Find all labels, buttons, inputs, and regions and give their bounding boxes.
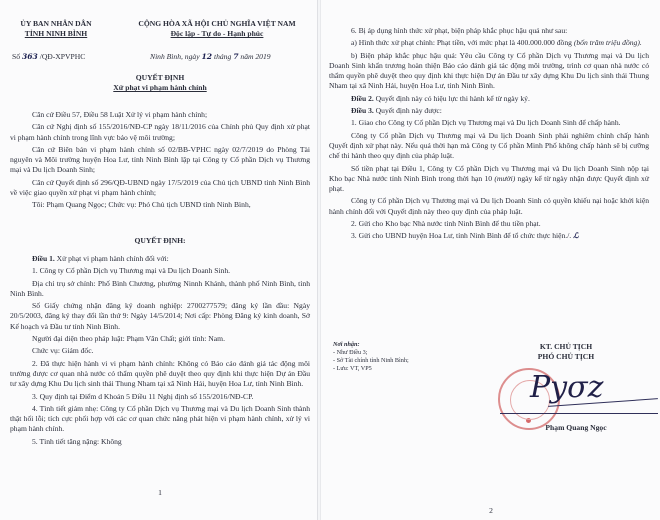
signer-name: Phạm Quang Ngọc: [545, 423, 607, 432]
delivery-district: [329, 231, 649, 241]
legal-basis: Căn cứ Biên bản vi phạm hành chính số 02/BB-VPHC ngày 02/7/2019 do Phòng Tài nguyên và Môi trường huyện Hoa Lư, tỉnh Ninh Bình lập tại Công ty Cổ phần Dịch vụ Thương mại và Du lịch Doanh Sinh;: [10, 144, 310, 175]
document-number: [12, 52, 85, 62]
article-2: [329, 94, 649, 104]
page-1: [0, 0, 318, 520]
legal-basis: Căn cứ Quyết định số 296/QĐ-UBND ngày 17/5/2019 của Chủ tịch UBND tỉnh Ninh Bình về việc giao quyền xử phạt vi phạm hành chính;: [10, 177, 310, 198]
signer-title-line-2: PHÓ CHỦ TỊCH: [537, 352, 595, 362]
article-1-heading: [10, 254, 310, 264]
enforcement-item: 1. Giao cho Công ty Cổ phần Dịch vụ Thương mại và Du lịch Doanh Sinh để chấp hành.: [351, 118, 621, 128]
appeal-rights: Công ty Cổ phần Dịch vụ Thương mại và Du lịch Doanh Sinh có quyền khiếu nại hoặc khởi kiện hành chính đối với Quyết định này theo quy định của pháp luật.: [329, 196, 649, 216]
business-registration: Số Giấy chứng nhận đăng ký doanh nghiệp: 2700277579; đăng ký lần đầu: Ngày 20/5/2003, đăng ký thay đổi lần thứ 9: Ngày 14/5/2014; Nơi cấp: Phòng Đăng ký kinh doanh, Sở Kế hoạch và Đầu tư tỉnh Ninh Bình.: [10, 301, 310, 331]
recipient: - Lưu: VT, VP5: [333, 365, 372, 372]
signature: Pyσz: [530, 370, 604, 405]
authority-line-2: TỈNH NINH BÌNH: [24, 29, 88, 39]
article-text: Xử phạt vi phạm hành chính đối với:: [54, 254, 169, 263]
date-place: Ninh Bình, ngày: [150, 52, 200, 61]
article-3: [329, 106, 649, 116]
legal-basis: Căn cứ Điều 57, Điều 58 Luật Xử lý vi phạm hành chính;: [32, 110, 208, 119]
motto: Độc lập - Tự do - Hạnh phúc: [170, 29, 264, 39]
document-date: [150, 52, 271, 62]
legal-provision: 3. Quy định tại Điểm d Khoản 5 Điều 11 Nghị định số 155/2016/NĐ-CP.: [32, 391, 254, 401]
article-1: [10, 254, 310, 447]
aggravating-circumstances: 5. Tình tiết tăng nặng: Không: [32, 436, 122, 446]
country-name: CỘNG HÒA XÃ HỘI CHỦ NGHĨA VIỆT NAM: [138, 19, 296, 28]
doc-number-prefix: Số: [12, 52, 21, 61]
article-label: Điều 3.: [351, 106, 374, 116]
mitigating-circumstances: 4. Tình tiết giảm nhẹ: Công ty Cổ phần Dịch vụ Thương mại và Du lịch Doanh Sinh thành thật hối lỗi; tích cực phối hợp với các cơ quan chức năng phát hiện vi phạm hành chính, xử lý vi phạm hành chính.: [10, 403, 310, 434]
payment-text: Số tiền phạt tại Điều 1, Công ty Cổ phần Dịch vụ Thương mại và Du lịch Doanh Sinh nộp tại Kho bạc Nhà nước tỉnh Ninh Bình trong thời hạn 10: [329, 163, 649, 183]
seal-star-icon: [526, 418, 531, 423]
recipient: - Như Điều 3;: [333, 349, 368, 356]
page-2: [320, 0, 660, 520]
article-label: Điều 1.: [32, 254, 55, 263]
penalty-section: [329, 26, 649, 242]
authority-line-1: ỦY BAN NHÂN DÂN: [20, 19, 92, 28]
payment-instructions: [329, 164, 649, 195]
violator-name: 1. Công ty Cổ phần Dịch vụ Thương mại và Du lịch Doanh Sinh.: [32, 266, 231, 276]
legal-representative: Người đại diện theo pháp luật: Phạm Văn Chất; giới tính: Nam.: [32, 334, 225, 344]
recipients-label: Nơi nhận:: [333, 341, 360, 348]
representative-position: Chức vụ: Giám đốc.: [32, 346, 94, 356]
recipient: - Sở Tài chính tỉnh Ninh Bình;: [333, 357, 409, 364]
page-number: 1: [158, 488, 162, 497]
penalty-intro: 6. Bị áp dụng hình thức xử phạt, biện pháp khắc phục hậu quả như sau:: [351, 26, 568, 35]
initial-mark-icon: ℒ: [573, 231, 579, 241]
payment-text-end: ngày kể từ ngày nhận được Quyết định xử phạt.: [329, 173, 649, 194]
violation-description: 2. Đã thực hiện hành vi vi phạm hành chính: Không có Báo cáo đánh giá tác động môi trường được cơ quan nhà nước có thẩm quyền phê duyệt theo quy định khi thực hiện Dự án Đầu tư xây dựng Khu Du lịch sinh thái Thung Nham tại xã Ninh Hải, huyện Hoa Lư, tỉnh Ninh Bình.: [10, 358, 310, 389]
doc-number-value: 363: [21, 52, 38, 61]
date-month-label: tháng: [213, 52, 232, 61]
recipients: [333, 341, 409, 373]
page-number: 2: [489, 506, 493, 515]
remedial-measures: b) Biện pháp khắc phục hậu quả: Yêu cầu Công ty Cổ phần Dịch vụ Thương mại và Du lịch Doanh Sinh khẩn trương hoàn thiện Báo cáo đánh giá tác động môi trường, trình cơ quan nhà nước có thẩm quyền phê duyệt theo quy định khi thực hiện Dự án Đầu tư xây dựng Khu Du lịch sinh thái Thung Nham tại xã Ninh Hải, huyện Hoa Lư, tỉnh Ninh Bình.: [329, 50, 649, 91]
signature-underline: [500, 413, 658, 414]
signer-statement: Tôi: Phạm Quang Ngọc; Chức vụ: Phó Chủ tịch UBND tỉnh Ninh Bình,: [32, 200, 251, 210]
document-subtitle: Xử phạt vi phạm hành chính: [113, 83, 207, 93]
signer-title: [501, 342, 631, 363]
date-year: năm 2019: [240, 52, 271, 61]
main-penalty: [329, 38, 649, 48]
article-label: Điều 2.: [351, 93, 374, 103]
document-title: QUYẾT ĐỊNH: [135, 73, 185, 82]
fine-amount-words: (bốn trăm triệu đồng).: [573, 38, 642, 48]
decision-heading: QUYẾT ĐỊNH:: [134, 236, 186, 245]
legal-basis: Căn cứ Nghị định số 155/2016/NĐ-CP ngày 18/11/2016 của Chính phủ Quy định xử phạt vi phạm hành chính trong lĩnh vực bảo vệ môi trường;: [10, 122, 310, 142]
date-day: 12: [201, 52, 213, 61]
national-motto: [112, 19, 322, 40]
payment-days-words: (mười): [494, 173, 516, 183]
violator-address: Địa chỉ trụ sở chính: Phố Bình Chương, phường Ninnh Khánh, thành phố Ninh Bình, tỉnh Ninh Bình.: [10, 278, 310, 298]
issuing-authority: [8, 19, 104, 40]
decision-title-block: [60, 73, 260, 94]
date-month: 7: [233, 52, 239, 61]
compliance-notice: Công ty Cổ phần Dịch vụ Thương mại và Du lịch Doanh Sinh phải nghiêm chỉnh chấp hành Quyết định xử phạt này. Nếu quá thời hạn mà Công ty Cổ phần Minh Phố không chấp hành sẽ bị cưỡng chế thi hành theo quy định của pháp luật.: [329, 130, 649, 161]
delivery-district-text: 3. Gửi cho UBND huyện Hoa Lư, tỉnh Ninh Bình để tổ chức thực hiện./.: [351, 231, 572, 241]
signer-title-line-1: KT. CHỦ TỊCH: [539, 342, 593, 351]
delivery-treasury: 2. Gửi cho Kho bạc Nhà nước tỉnh Ninh Bình để thu tiền phạt.: [351, 219, 541, 229]
article-text: Quyết định này được:: [373, 106, 442, 116]
doc-number-suffix: /QĐ-XPVPHC: [39, 52, 86, 61]
fine-amount: a) Hình thức xử phạt chính: Phạt tiền, với mức phạt là 400.000.000 đồng: [351, 38, 572, 48]
article-text: Quyết định này có hiệu lực thi hành kể từ ngày ký.: [373, 93, 530, 103]
legal-bases: [10, 110, 310, 211]
